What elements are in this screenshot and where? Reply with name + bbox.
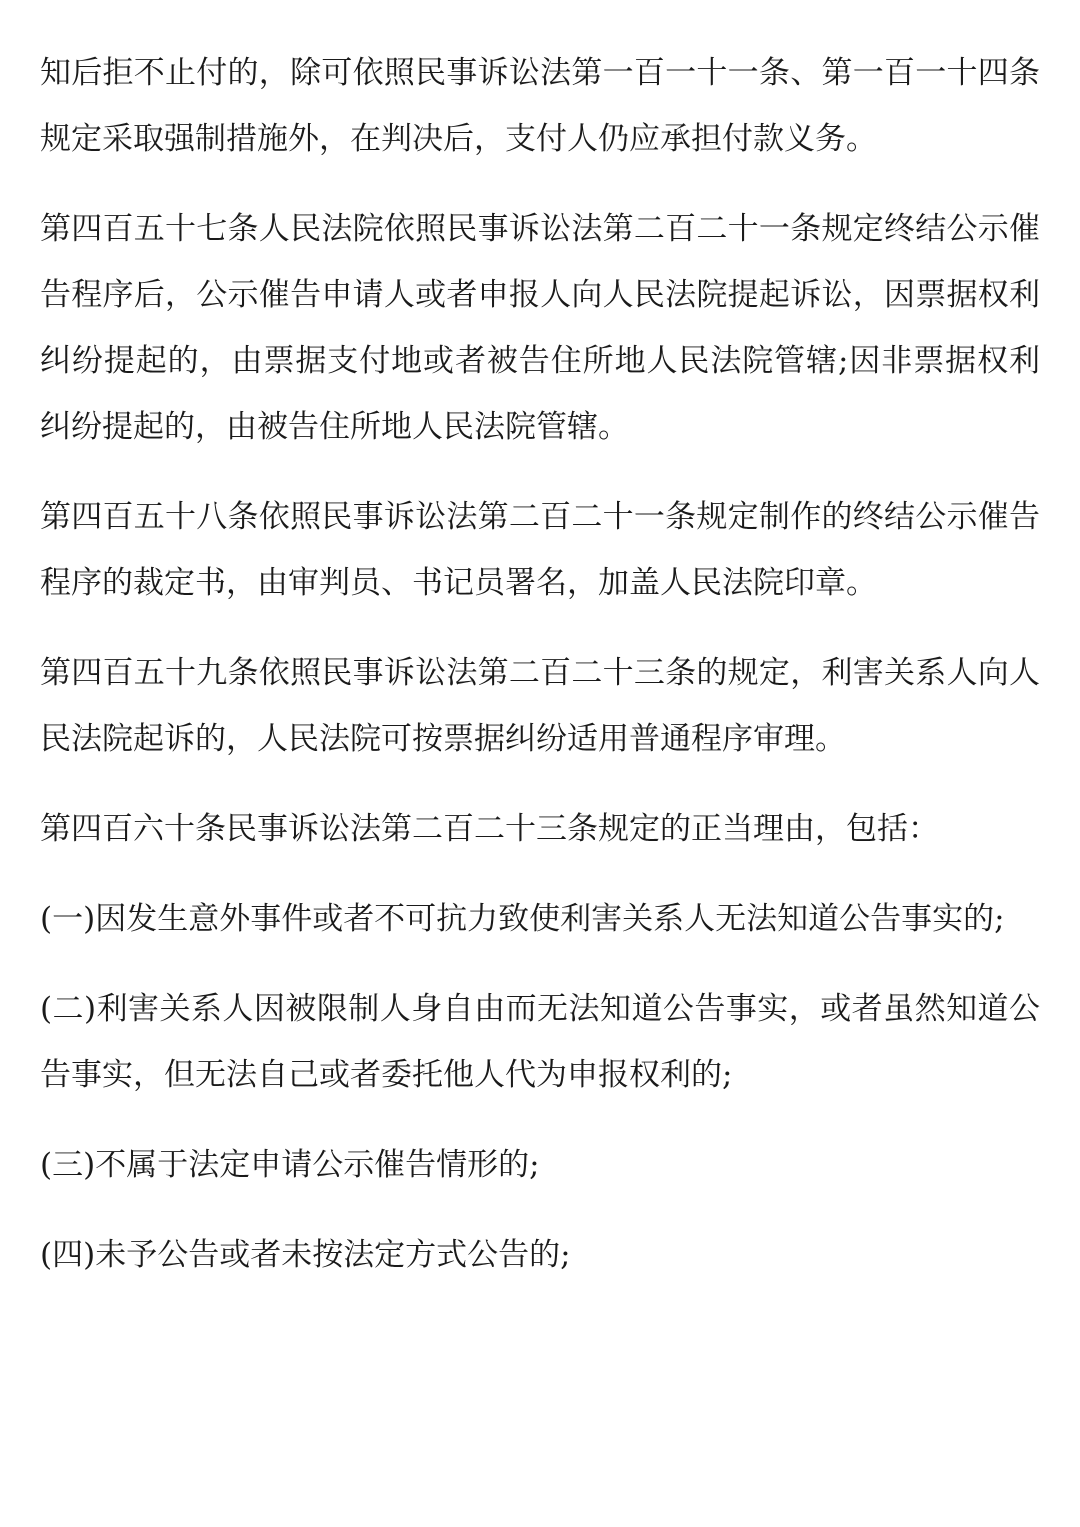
list-item-4: (四)未予公告或者未按法定方式公告的; [40,1237,571,1273]
list-item-2: (二)利害关系人因被限制人身自由而无法知道公告事实，或者虽然知道公告事实，但无法自己或者委托他人代为申报权利的; [40,991,1040,1093]
paragraph-continuation: 知后拒不止付的，除可依照民事诉讼法第一百一十一条、第一百一十四条规定采取强制措施外，在判决后，支付人仍应承担付款义务。 [40,55,1040,157]
paragraph-article-459: 第四百五十九条依照民事诉讼法第二百二十三条的规定，利害关系人向人民法院起诉的，人民法院可按票据纠纷适用普通程序审理。 [40,655,1040,757]
paragraph-article-460: 第四百六十条民事诉讼法第二百二十三条规定的正当理由，包括： [40,811,939,847]
paragraph-article-458: 第四百五十八条依照民事诉讼法第二百二十一条规定制作的终结公示催告程序的裁定书，由审判员、书记员署名，加盖人民法院印章。 [40,499,1040,601]
list-item-1: (一)因发生意外事件或者不可抗力致使利害关系人无法知道公告事实的; [40,901,1005,937]
list-item-3: (三)不属于法定申请公示催告情形的; [40,1147,540,1183]
paragraph-article-457: 第四百五十七条人民法院依照民事诉讼法第二百二十一条规定终结公示催告程序后，公示催告申请人或者申报人向人民法院提起诉讼，因票据权利纠纷提起的，由票据支付地或者被告住所地人民法院管辖;因非票据权利纠纷提起的，由被告住所地人民法院管辖。 [40,211,1040,445]
document-page [40,40,1040,1312]
